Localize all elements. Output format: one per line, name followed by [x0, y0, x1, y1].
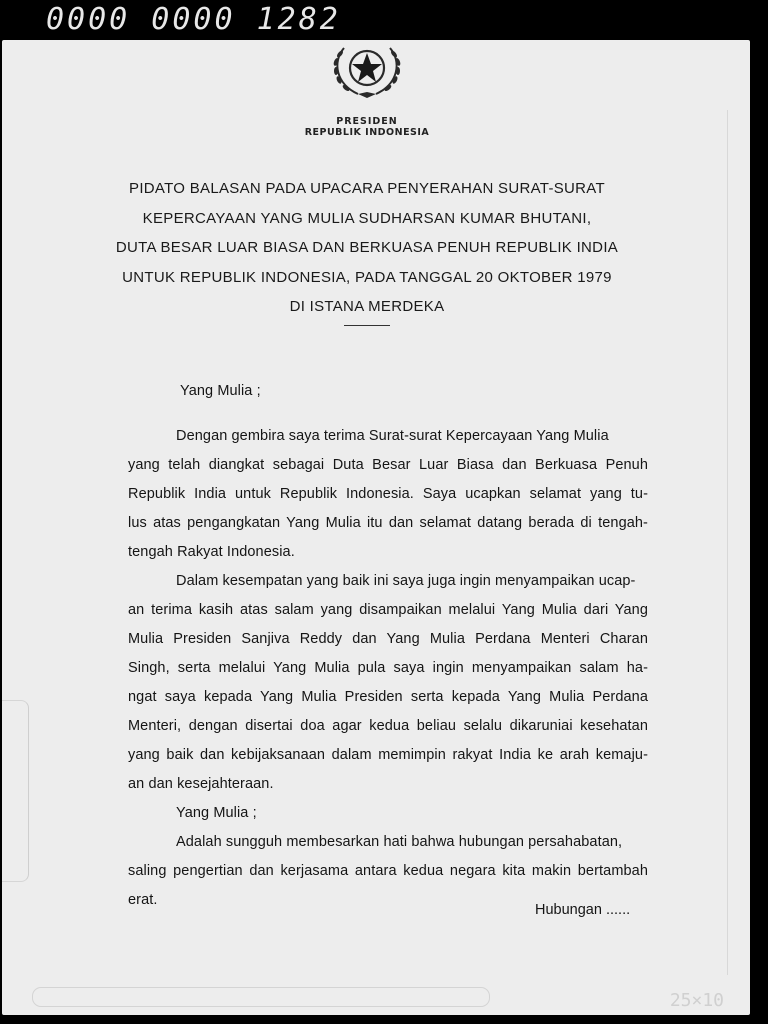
title-line: DUTA BESAR LUAR BIASA DAN BERKUASA PENUH REPUBLIK INDIA [115, 239, 619, 256]
letterhead-line-1: PRESIDEN [336, 116, 398, 127]
film-frame-number: 0000 0000 1282 [46, 2, 341, 37]
page-continuation-catchword: Hubungan ...... [535, 902, 631, 918]
paragraph-line: yang telah diangkat sebagai Duta Besar Luar Biasa dan Berkuasa Penuh [128, 457, 648, 473]
paragraph-line: an terima kasih atas salam yang disampaikan melalui Yang Mulia dari Yang [128, 602, 648, 618]
salutation: Yang Mulia ; [176, 805, 257, 821]
title-underline [344, 325, 390, 326]
page-bottom-edge [32, 987, 490, 1007]
paragraph-line: an dan kesejahteraan. [128, 776, 274, 792]
frame-stamp: 25×10 [669, 990, 724, 1011]
document-page [2, 40, 750, 1015]
title-line: DI ISTANA MERDEKA [289, 298, 445, 315]
paragraph-line: ngat saya kepada Yang Mulia Presiden serta kepada Yang Mulia Perdana [128, 689, 648, 705]
paragraph-line: Dengan gembira saya terima Surat-surat Kepercayaan Yang Mulia [176, 428, 609, 444]
paragraph-line: Singh, serta melalui Yang Mulia pula saya ingin menyampaikan salam ha- [128, 660, 648, 676]
paragraph-line: erat. [128, 892, 158, 908]
paragraph-line: Dalam kesempatan yang baik ini saya juga ingin menyampaikan ucap- [176, 573, 636, 589]
paragraph-line: Republik India untuk Republik Indonesia. Saya ucapkan selamat yang tu- [128, 486, 648, 502]
paragraph-line: tengah Rakyat Indonesia. [128, 544, 295, 560]
title-line: UNTUK REPUBLIK INDONESIA, PADA TANGGAL 20 OKTOBER 1979 [122, 268, 612, 286]
speech-title [2, 174, 732, 322]
title-line: KEPERCAYAAN YANG MULIA SUDHARSAN KUMAR BHUTANI, [142, 209, 592, 227]
salutation: Yang Mulia ; [180, 383, 261, 399]
paragraph-2 [128, 567, 648, 799]
paper-crease [2, 700, 29, 882]
paragraph-line: Mulia Presiden Sanjiva Reddy dan Yang Mulia Perdana Menteri Charan [128, 631, 648, 647]
title-line: PIDATO BALASAN PADA UPACARA PENYERAHAN SURAT-SURAT [129, 180, 605, 197]
paragraph-line: Adalah sungguh membesarkan hati bahwa hubungan persahabatan, [176, 834, 623, 850]
paragraph-line: Menteri, dengan disertai doa agar kedua beliau selalu dikaruniai kesehatan [128, 718, 648, 734]
speech-body [128, 377, 648, 915]
paragraph-1 [128, 422, 648, 567]
paragraph-line: yang baik dan kebijaksanaan dalam memimpin rakyat India ke arah kemaju- [128, 747, 648, 763]
paragraph-line: saling pengertian dan kerjasama antara kedua negara kita makin bertambah [128, 863, 648, 879]
paragraph-line: lus atas pengangkatan Yang Mulia itu dan selamat datang berada di tengah- [128, 515, 648, 531]
letterhead-line-2: REPUBLIK INDONESIA [304, 127, 430, 138]
garuda-star-wreath-emblem-icon [322, 40, 412, 102]
